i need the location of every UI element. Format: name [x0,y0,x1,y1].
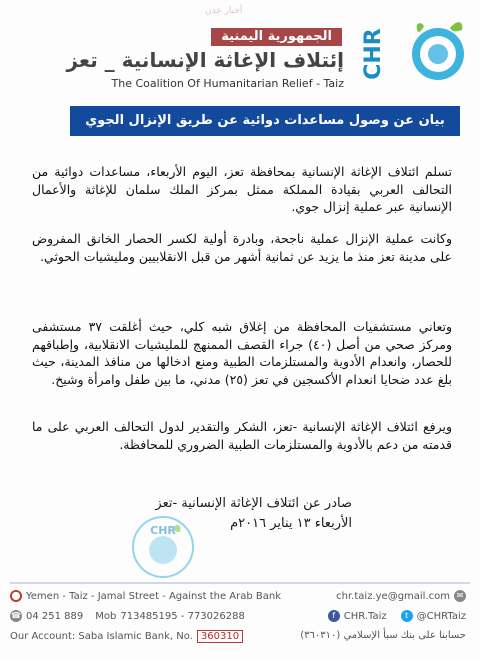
mobile-label: Mob [95,610,117,622]
footer-divider [10,582,470,584]
date-line: الأربعاء ١٣ يناير ٢٠١٦م [230,516,352,531]
statement-title: بيان عن وصول مساعدات دوائية عن طريق الإنزال الجوي [70,106,460,136]
watermark: أخبار عدن [205,6,243,16]
footer-bank-arabic: حسابنا على بنك سبأ الإسلامي (٣٦٠٣١٠) [300,630,466,641]
paragraph-4: ويرفع ائتلاف الإغاثة الإنسانية -تعز، الشكر والتقدير لدول التحالف العربي على ما قدمته من دعم بالأدوية والمستلزمات الطبية الضروري للمحافظة. [32,419,452,452]
footer-address [10,590,281,602]
footer-social [328,610,466,622]
email-text[interactable]: chr.taiz.ye@gmail.com [336,590,450,602]
letterhead [0,0,480,100]
phone-number: 04 251 889 [26,610,84,622]
chr-logo [358,14,466,94]
twitter-handle[interactable]: @CHRTaiz [416,610,466,622]
facebook-icon[interactable]: f [328,610,340,622]
address-text: Yemen - Taiz - Jamal Street - Against the Arab Bank [26,590,282,602]
paragraph-2: وكانت عملية الإنزال عملية ناجحة، وبادرة أولية لكسر الحصار الخانق المفروض على مدينة تعز منذ ما يزيد عن ثمانية أشهر من قبل الانقلابيين ومليشيات الحوثي. [32,231,452,264]
country-banner: الجمهورية اليمنية [211,28,342,46]
issuer-line: صادر عن ائتلاف الإغاثة الإنسانية -تعز [155,496,352,511]
paragraph-1: تسلم ائتلاف الإغاثة الإنسانية بمحافظة تعز، اليوم الأربعاء، مساعدات دوائية من التحالف العربي بقيادة المملكة ممثل بمركز الملك سلمان للإغاثة والأعمال الإنسانية عبر عملية إنزال جوي. [32,164,452,214]
org-name-english: The Coalition Of Humanitarian Relief - Taiz [111,77,344,90]
mobile-numbers: 713485195 - 773026288 [120,610,245,622]
org-name-arabic: إئتلاف الإغاثة الإنسانية _ تعز [66,48,344,72]
footer-phones [10,610,245,622]
account-number: 360310 [197,630,243,643]
email-icon: ✉ [454,590,466,602]
official-stamp [128,512,198,582]
location-pin-icon: ⬤ [11,591,21,600]
facebook-handle[interactable]: CHR.Taiz [343,610,387,622]
stamp-text: CHR [150,524,176,537]
footer-email[interactable] [336,590,466,602]
twitter-icon[interactable]: t [401,610,413,622]
logo-text: CHR [361,28,386,80]
footer-account [10,630,243,643]
account-label: Our Account: Saba Islamic Bank, No. [10,631,193,642]
paragraph-3: وتعاني مستشفيات المحافظة من إغلاق شبه كلي، حيث أغلقت ٣٧ مستشفى ومركز صحي من أصل (٤٠) جراء القصف الممنهج للمليشيات الانقلابية، وإطباقهم للحصار، وانعدام الأدوية والمستلزمات الطبية ومنع ادخالها من منافذ المدينة، حيث بلغ عدد ضحايا انعدام الأكسجين في تعز (٢٥) مدني، ما بين طفل وامرأة وشيخ. [32,319,452,387]
phone-icon: ☎ [11,611,21,620]
